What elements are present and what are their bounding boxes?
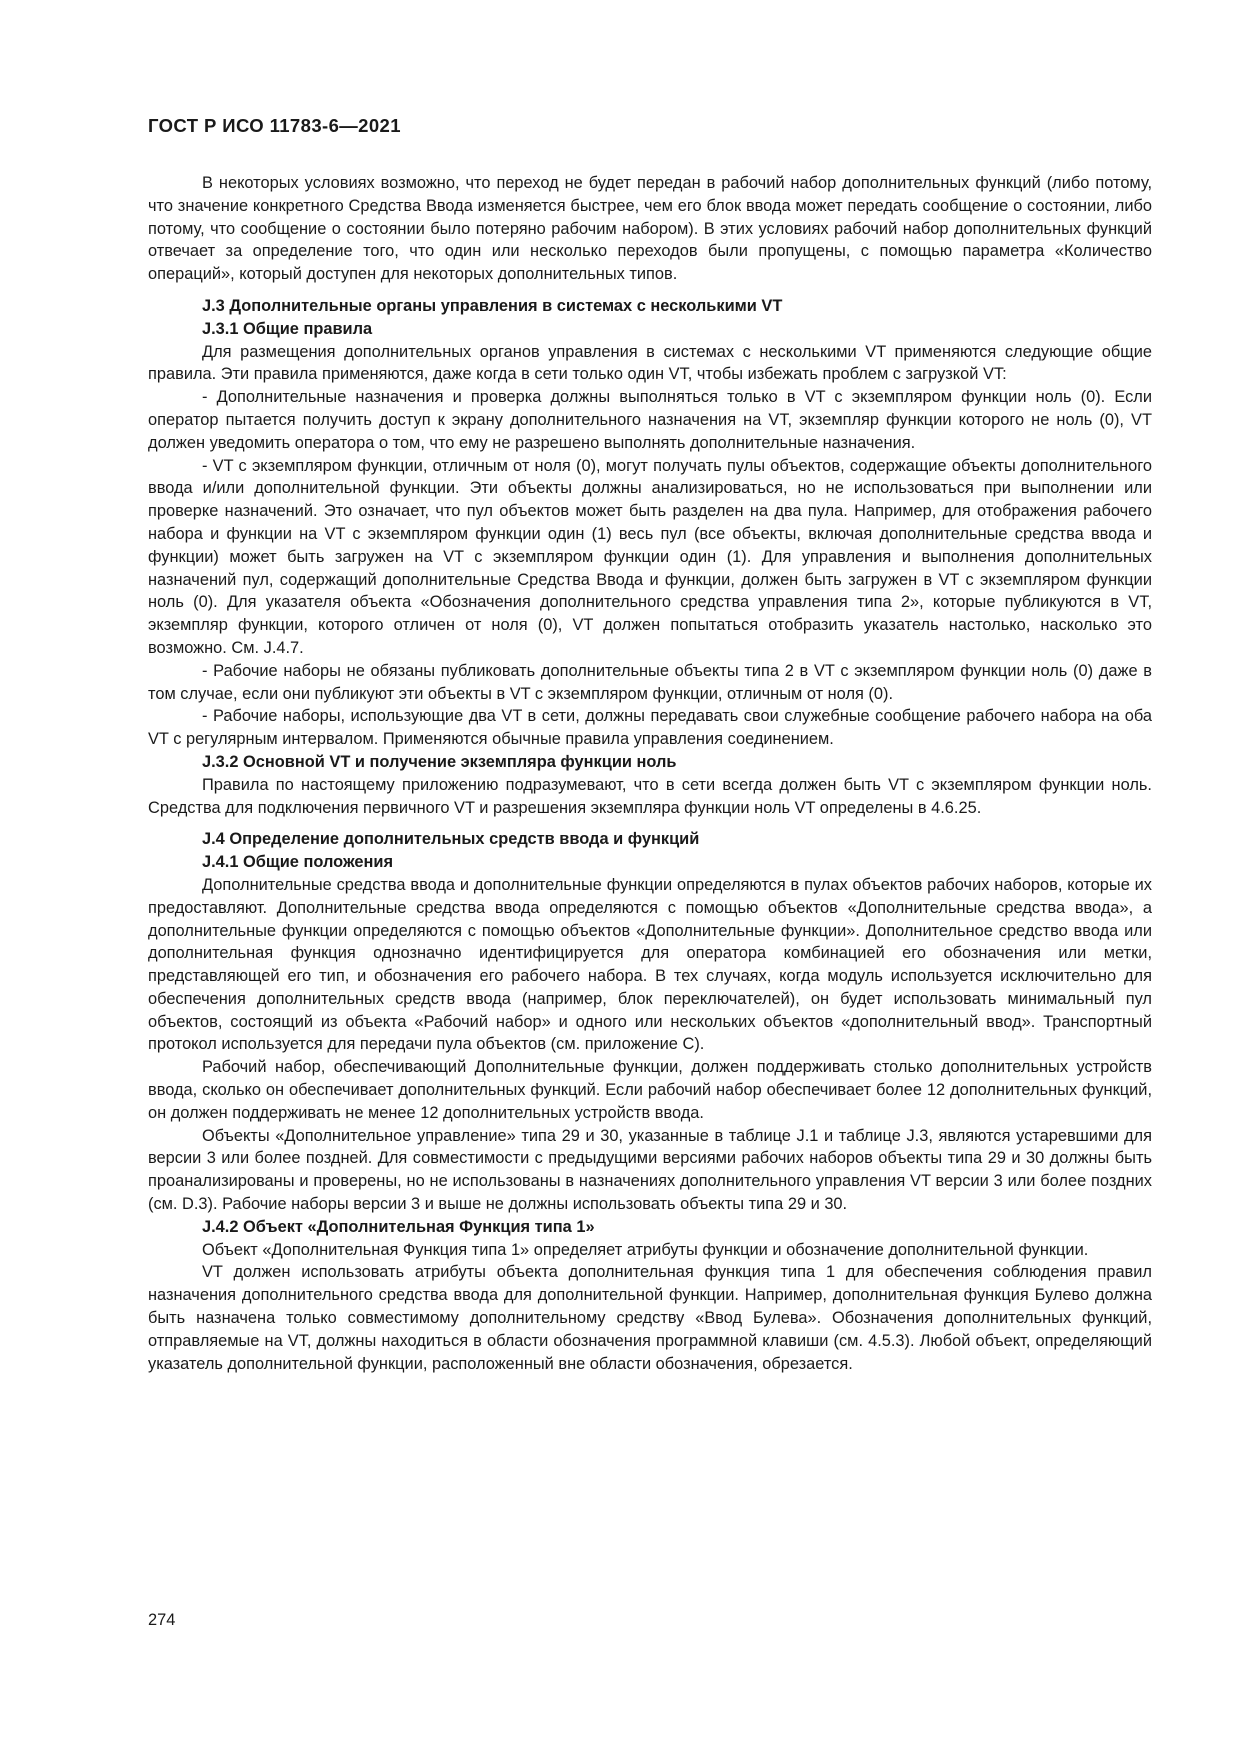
subsection-heading-j4-2: J.4.2 Объект «Дополнительная Функция типа 1» (202, 1217, 595, 1236)
document-header: ГОСТ Р ИСО 11783-6—2021 (148, 115, 401, 136)
document-body (148, 172, 1152, 1375)
list-item: - Дополнительные назначения и проверка должны выполняться только в VT с экземпляром функции ноль (0). Если оператор пытается получить доступ к экрану дополнительного назначения на VT, экземпляр функции которого не ноль (0), VT должен уведомить оператора о том, что ему не разрешено выполнять дополнительные назначения. (148, 388, 1152, 452)
paragraph: В некоторых условиях возможно, что переход не будет передан в рабочий набор дополнительных функций (либо потому, что значение конкретного Средства Ввода изменяется быстрее, чем его блок ввода может передать сообщение о состоянии, либо потому, что сообщение о состоянии было потеряно рабочим набором). В этих условиях рабочий набор дополнительных функций отвечает за определение того, что один или несколько переходов были пропущены, с помощью параметра «Количество операций», который доступен для некоторых дополнительных типов. (148, 174, 1152, 284)
section-heading-j4: J.4 Определение дополнительных средств ввода и функций (202, 830, 700, 849)
subsection-heading-j4-1: J.4.1 Общие положения (202, 853, 394, 872)
paragraph: Для размещения дополнительных органов управления в системах с несколькими VT применяются следующие общие правила. Эти правила применяются, даже когда в сети только один VT, чтобы избежать проблем с загрузкой VT: (148, 342, 1152, 384)
paragraph: Объект «Дополнительная Функция типа 1» определяет атрибуты функции и обозначение дополнительной функции. (202, 1240, 1089, 1259)
section-heading-j3: J.3 Дополнительные органы управления в системах с несколькими VT (202, 296, 783, 315)
paragraph: Объекты «Дополнительное управление» типа 29 и 30, указанные в таблице J.1 и таблице J.3, являются устаревшими для версии 3 или более поздней. Для совместимости с предыдущими версиями рабочих наборов объекты типа 29 и 30 должны быть проанализированы и проверены, но не использованы в назначениях дополнительного управления VT версии 3 или более поздних (см. D.3). Рабочие наборы версии 3 и выше не должны использовать объекты типа 29 и 30. (148, 1126, 1152, 1214)
list-item: - VT с экземпляром функции, отличным от ноля (0), могут получать пулы объектов, содержащие объекты дополнительного ввода и/или дополнительной функции. Эти объекты должны анализироваться, но не использоваться при выполнении или проверке назначений. Это означает, что пул объектов может быть разделен на два пула. Например, для отображения рабочего набора и функции на VT с экземпляром функции один (1) весь пул (все объекты, включая дополнительные средства ввода и функции) может быть загружен на VT с экземпляром функции один (1). Для управления и выполнения дополнительных назначений пул, содержащий дополнительные Средства Ввода и функции, должен быть загружен в VT с экземпляром функции ноль (0). Для указателя объекта «Обозначения дополнительного средства управления типа 2», которые публикуются в VT, экземпляр функции, которого отличен от ноля (0), VT должен попытаться отобразить указатель настолько, насколько это возможно. См. J.4.7. (148, 456, 1152, 657)
list-item: - Рабочие наборы, использующие два VT в сети, должны передавать свои служебные сообщение рабочего набора на оба VT с регулярным интервалом. Применяются обычные правила управления соединением. (148, 707, 1152, 749)
page-number: 274 (148, 1611, 176, 1629)
paragraph: Правила по настоящему приложению подразумевают, что в сети всегда должен быть VT с экземпляром функции ноль. Средства для подключения первичного VT и разрешения экземпляра функции ноль VT определены в 4.6.25. (148, 775, 1152, 817)
document-page (148, 0, 1152, 1754)
paragraph: Рабочий набор, обеспечивающий Дополнительные функции, должен поддерживать столько дополнительных устройств ввода, сколько он обеспечивает дополнительных функций. Если рабочий набор обеспечивает более 12 дополнительных функций, он должен поддерживать не менее 12 дополнительных устройств ввода. (148, 1058, 1152, 1122)
subsection-heading-j3-2: J.3.2 Основной VT и получение экземпляра функции ноль (202, 752, 677, 771)
paragraph: Дополнительные средства ввода и дополнительные функции определяются в пулах объектов рабочих наборов, которые их предоставляют. Дополнительные средства ввода определяются с помощью объектов «Дополнительные средства ввода», а дополнительные функции определяются с помощью объектов «Дополнительные функции». Дополнительное средство ввода или дополнительная функция однозначно идентифицируется для оператора комбинацией его обозначения или метки, представляющей его тип, и обозначения его рабочего набора. В тех случаях, когда модуль используется исключительно для обеспечения дополнительных средств ввода (например, блок переключателей), он будет использовать минимальный пул объектов, состоящий из объекта «Рабочий набор» и одного или нескольких объектов «дополнительный ввод». Транспортный протокол используется для передачи пула объектов (см. приложение С). (148, 875, 1152, 1054)
list-item: - Рабочие наборы не обязаны публиковать дополнительные объекты типа 2 в VT с экземпляром функции ноль (0) даже в том случае, если они публикуют эти объекты в VT с экземпляром функции, отличным от ноля (0). (148, 661, 1152, 703)
paragraph: VT должен использовать атрибуты объекта дополнительная функция типа 1 для обеспечения соблюдения правил назначения дополнительного средства ввода для дополнительной функции. Например, дополнительная функция Булево должна быть назначена только совместимому дополнительному средству «Ввод Булева». Обозначения дополнительных функций, отправляемые на VT, должны находиться в области обозначения программной клавиши (см. 4.5.3). Любой объект, определяющий указатель дополнительной функции, расположенный вне области обозначения, обрезается. (148, 1263, 1152, 1373)
subsection-heading-j3-1: J.3.1 Общие правила (202, 319, 373, 338)
